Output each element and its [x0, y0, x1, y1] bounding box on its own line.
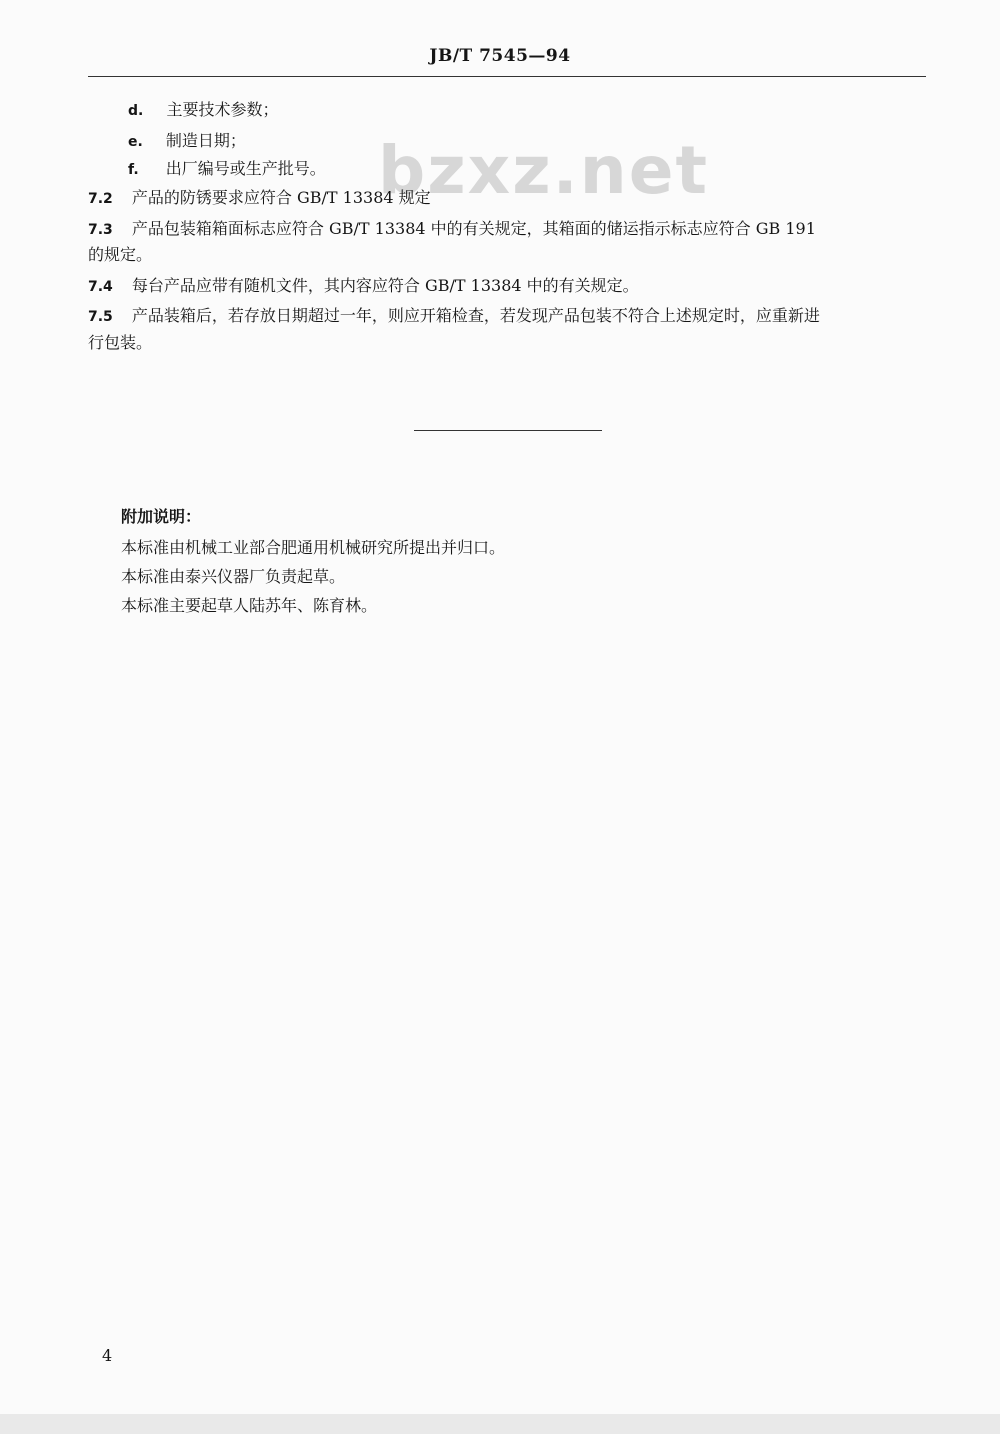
- notes-title: 附加说明：: [121, 507, 202, 526]
- notes-line: 本标准由泰兴仪器厂负责起草。: [121, 567, 346, 586]
- clause-7-4: [88, 276, 639, 297]
- clause-7-3: [88, 219, 816, 240]
- list-item-d: [128, 100, 278, 121]
- notes-line: 本标准主要起草人陆苏年、陈育林。: [121, 596, 378, 615]
- list-text: 主要技术参数；: [166, 100, 279, 119]
- notes-line: 本标准由机械工业部合肥通用机械研究所提出并归口。: [121, 538, 506, 557]
- clause-number: 7.4: [88, 279, 113, 295]
- clause-number: 7.5: [88, 309, 113, 325]
- header-rule: [88, 76, 926, 77]
- list-item-f: [128, 159, 326, 180]
- clause-text: 产品包装箱箱面标志应符合 GB/T 13384 中的有关规定，其箱面的储运指示标志应符合 GB 191: [131, 219, 816, 238]
- list-marker: e.: [128, 134, 143, 150]
- section-divider: [414, 430, 602, 431]
- watermark: bzxz.net: [378, 132, 710, 209]
- list-text: 制造日期；: [165, 131, 246, 150]
- clause-text: 每台产品应带有随机文件，其内容应符合 GB/T 13384 中的有关规定。: [131, 276, 639, 295]
- clause-7-3-continuation: 的规定。: [88, 245, 153, 264]
- clause-text: 产品的防锈要求应符合 GB/T 13384 规定: [131, 188, 431, 207]
- clause-7-5-continuation: 行包装。: [88, 333, 153, 352]
- page-number: 4: [102, 1346, 113, 1365]
- list-marker: d.: [128, 103, 144, 119]
- list-marker: f.: [128, 162, 139, 178]
- clause-7-5: [88, 306, 820, 327]
- header-code: JB/T 7545—94: [429, 46, 571, 66]
- clause-number: 7.3: [88, 222, 113, 238]
- list-item-e: [128, 131, 246, 152]
- clause-number: 7.2: [88, 191, 113, 207]
- clause-7-2: [88, 188, 431, 209]
- bottom-band: [0, 1414, 1000, 1434]
- clause-text: 产品装箱后，若存放日期超过一年，则应开箱检查，若发现产品包装不符合上述规定时，应重新进: [131, 306, 820, 325]
- list-text: 出厂编号或生产批号。: [165, 159, 326, 178]
